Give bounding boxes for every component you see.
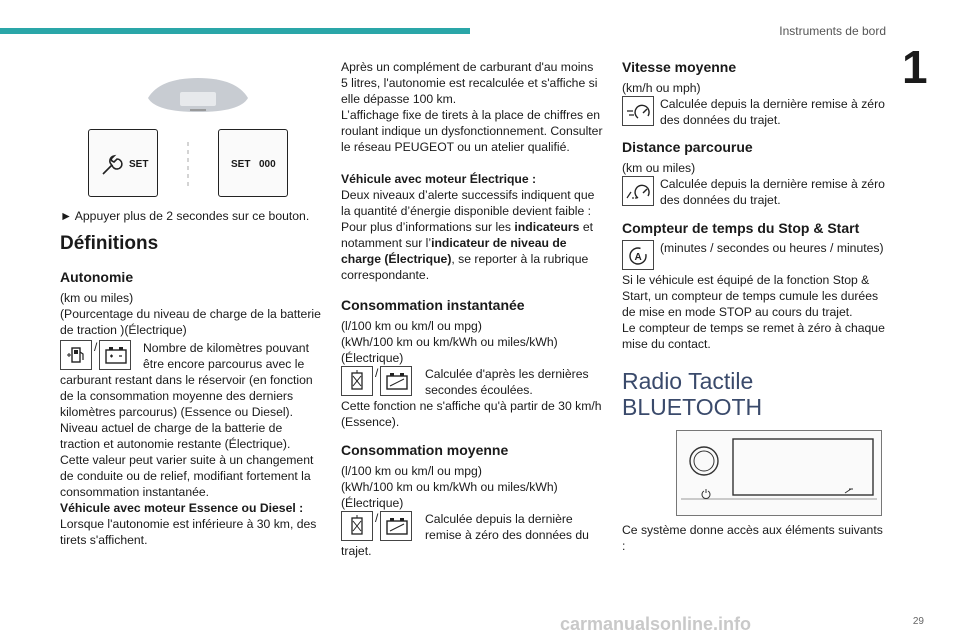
stop-start-icon	[622, 240, 654, 270]
elec-bold-indicateurs: indicateurs	[514, 220, 580, 234]
battery-icon	[99, 340, 131, 370]
elec-paragraph	[341, 187, 603, 283]
set-label-left: SET	[129, 159, 149, 170]
essence-title: Véhicule avec moteur Essence ou Diesel :	[60, 501, 304, 515]
dashes-paragraph: L’affichage fixe de tirets à la place de chiffres en roulant indique un dysfonctionnement. Consulter le réseau PEUGEOT ou un atelier qualifié.	[341, 108, 603, 154]
elec-bold-charge: indicateur de niveau de charge (Électrique)	[341, 236, 567, 266]
autonomie-text2: Niveau actuel de charge de la batterie de traction et autonomie restante (Électrique).	[60, 421, 291, 451]
page-number: 29	[912, 616, 924, 627]
elec-text-b: et notamment sur l’	[341, 220, 594, 250]
autonomie-units: (km ou miles)	[60, 291, 134, 305]
moy-icon-tail: trajet.	[341, 544, 372, 558]
autonomie-desc: (Pourcentage du niveau de charge de la batterie de traction )(Électrique)	[60, 307, 321, 337]
chapter-number: 1	[902, 41, 928, 93]
dist-icon-row	[622, 176, 886, 206]
set-button-left	[88, 129, 158, 197]
radio-title-line-1: Radio Tactile	[622, 368, 754, 394]
distance-title: Distance parcourue	[622, 139, 753, 155]
elec-title: Véhicule avec moteur Électrique :	[341, 172, 537, 186]
average-consumption-title: Consommation moyenne	[341, 442, 509, 458]
stop-start-title: Compteur de temps du Stop & Start	[622, 220, 860, 236]
radio-unit-illustration	[676, 430, 882, 516]
section-header-title: Instruments de bord	[779, 24, 886, 38]
instant-consumption-title: Consommation instantanée	[341, 297, 525, 313]
fuel-gauge-icon	[341, 366, 373, 396]
elec-text-c: , se reporter à la rubrique correspondante.	[341, 252, 589, 282]
watermark-text: carmanualsonline.info	[560, 614, 752, 634]
slash-separator: /	[94, 340, 98, 354]
radio-drawing	[677, 431, 881, 515]
slash-separator: /	[375, 366, 379, 380]
radio-title-line-2: BLUETOOTH	[622, 394, 763, 420]
vit-units: (km/h ou mph)	[622, 81, 701, 95]
inst-units-3: (Électrique)	[341, 351, 404, 365]
svg-text:A: A	[634, 252, 642, 263]
inst-units-1: (l/100 km ou km/l ou mpg)	[341, 319, 482, 333]
radio-text: Ce système donne accès aux éléments suivants :	[622, 523, 883, 553]
speedometer-icon	[622, 96, 654, 126]
stop-icon-row	[622, 240, 886, 270]
moy-units-3: (Électrique)	[341, 496, 404, 510]
autonomie-title: Autonomie	[60, 269, 134, 285]
stop-text-1: Si le véhicule est équipé de la fonction Stop & Start, un compteur de temps cumule les durées de mise en mode STOP au cours du trajet.	[622, 273, 879, 319]
dist-units: (km ou miles)	[622, 161, 696, 175]
instruction-text: ► Appuyer plus de 2 secondes sur ce bouton.	[60, 209, 310, 223]
stop-text-2: Le compteur de temps se remet à zéro à chaque mise du contact.	[622, 321, 885, 351]
set-label-right: SET	[231, 159, 251, 170]
autonomie-icon-row	[60, 340, 322, 370]
definitions-title: Définitions	[60, 233, 159, 254]
header-accent-bar	[0, 28, 470, 34]
moy-icon-text: Calculée depuis la dernière remise à zéro des données du	[425, 512, 589, 542]
inst-icon-text: Calculée d'après les dernières secondes écoulées.	[425, 367, 589, 397]
average-speed-title: Vitesse moyenne	[622, 59, 737, 75]
battery-consumption-icon	[380, 366, 412, 396]
stop-units: (minutes / secondes ou heures / minutes)	[660, 241, 884, 255]
moy-icon-row	[341, 511, 603, 541]
battery-average-icon	[380, 511, 412, 541]
autonomie-text: carburant restant dans le réservoir (en fonction de la consommation moyenne des derniers kilomètres parcourus) (Essence ou Diesel).	[60, 373, 313, 419]
inst-note: Cette fonction ne s'affiche qu'à partir de 30 km/h (Essence).	[341, 399, 602, 429]
fuel-average-icon	[341, 511, 373, 541]
refuel-paragraph: Après un complément de carburant d'au moins 5 litres, l'autonomie est recalculée et s'affiche si elle dépasse 100 km.	[341, 60, 598, 106]
slash-separator: /	[375, 511, 379, 525]
essence-text: Lorsque l'autonomie est inférieure à 30 km, des tirets s'affichent.	[60, 517, 317, 547]
distance-icon	[622, 176, 654, 206]
inst-units-2: (kWh/100 km ou km/kWh ou miles/kWh)	[341, 335, 558, 349]
dist-text: Calculée depuis la dernière remise à zéro des données du trajet.	[660, 177, 885, 207]
fuel-pump-icon	[60, 340, 92, 370]
vit-text: Calculée depuis la dernière remise à zéro des données du trajet.	[660, 97, 885, 127]
radio-title	[622, 368, 762, 420]
autonomie-text3: Cette valeur peut varier suite à un changement de conduite ou de relief, modifiant fortement la consommation instantanée.	[60, 453, 314, 499]
vit-icon-row	[622, 96, 886, 126]
moy-units-2: (kWh/100 km ou km/kWh ou miles/kWh)	[341, 480, 558, 494]
elec-text-a: Deux niveaux d’alerte successifs indiquent que la quantité d’énergie disponible devient faible : Pour plus d’informations sur les	[341, 188, 595, 234]
autonomie-icon-text: Nombre de kilomètres pouvant être encore parcourus avec le	[143, 341, 309, 371]
moy-units-1: (l/100 km ou km/l ou mpg)	[341, 464, 482, 478]
inst-icon-row	[341, 366, 603, 396]
set-button-right	[218, 129, 288, 197]
wrench-icon	[99, 154, 123, 178]
set-value-right: 000	[259, 159, 276, 170]
